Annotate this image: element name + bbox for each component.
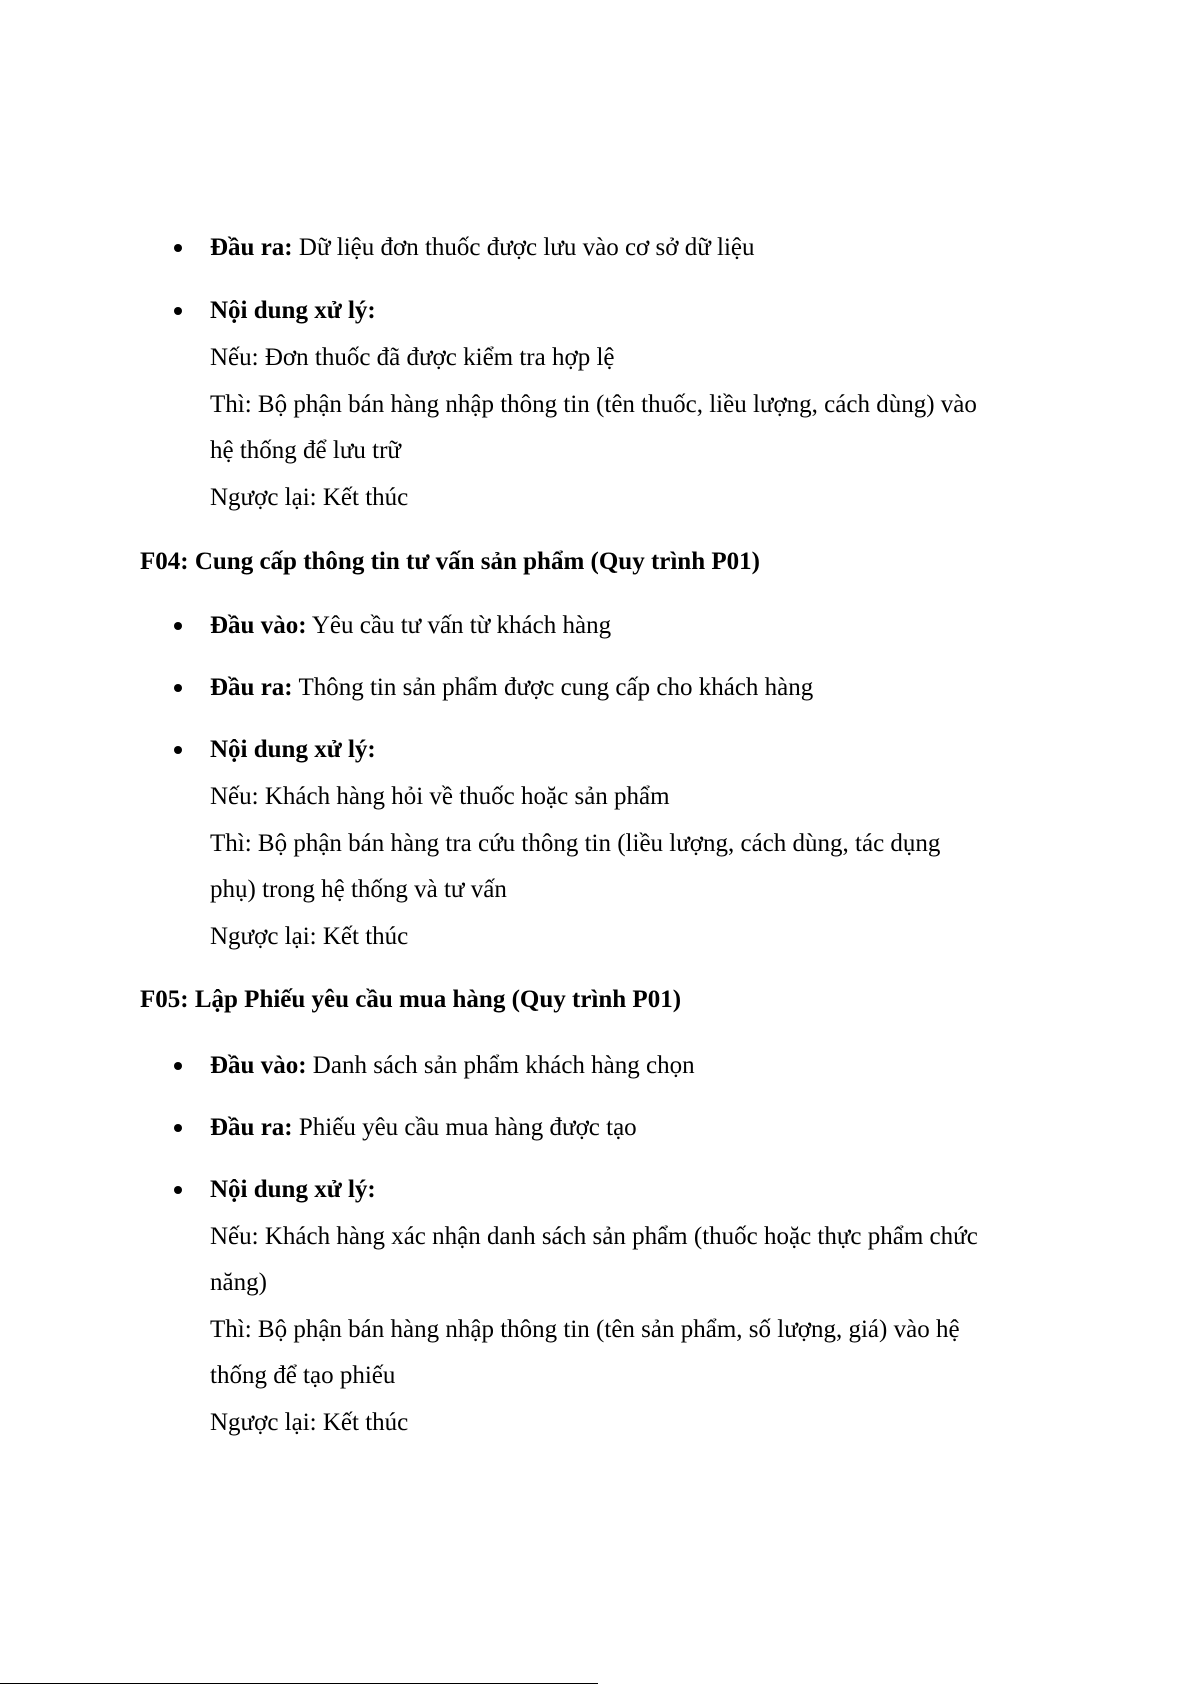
bullet-icon	[174, 307, 182, 315]
processing-label: Nội dung xử lý:	[210, 297, 376, 324]
bullet-icon	[174, 1124, 182, 1132]
processing-then-line-1: Thì: Bộ phận bán hàng nhập thông tin (tên thuốc, liều lượng, cách dùng) vào	[210, 391, 977, 418]
footnote-divider	[0, 1683, 598, 1684]
f04-processing-label: Nội dung xử lý:	[210, 736, 376, 763]
f04-output-text: Thông tin sản phẩm được cung cấp cho khách hàng	[292, 674, 814, 701]
output-item	[210, 233, 755, 263]
f04-input-label: Đầu vào:	[210, 612, 307, 639]
output-text: Dữ liệu đơn thuốc được lưu vào cơ sở dữ liệu	[292, 234, 755, 261]
f04-processing-if: Nếu: Khách hàng hỏi về thuốc hoặc sản phẩm	[210, 783, 670, 810]
f05-processing-label: Nội dung xử lý:	[210, 1176, 376, 1203]
processing-then-line-2: hệ thống để lưu trữ	[210, 437, 401, 464]
f05-processing-then-line-1: Thì: Bộ phận bán hàng nhập thông tin (tên sản phẩm, số lượng, giá) vào hệ	[210, 1316, 960, 1343]
f05-processing-if-line-1: Nếu: Khách hàng xác nhận danh sách sản phẩm (thuốc hoặc thực phẩm chức	[210, 1223, 978, 1250]
f04-processing-then-line-2: phụ) trong hệ thống và tư vấn	[210, 876, 507, 903]
bullet-icon	[174, 622, 182, 630]
f04-input-text: Yêu cầu tư vấn từ khách hàng	[306, 612, 612, 639]
f05-processing-else: Ngược lại: Kết thúc	[210, 1409, 409, 1436]
f05-output-item	[210, 1113, 637, 1143]
f04-heading: F04: Cung cấp thông tin tư vấn sản phẩm (Quy trình P01)	[140, 548, 760, 575]
bullet-icon	[174, 244, 182, 252]
f05-input-label: Đầu vào:	[210, 1052, 307, 1079]
bullet-icon	[174, 746, 182, 754]
f05-processing-if-line-2: năng)	[210, 1269, 267, 1296]
f04-output-item	[210, 673, 813, 703]
f05-output-label: Đầu ra:	[210, 1114, 293, 1141]
bullet-icon	[174, 1062, 182, 1070]
output-label: Đầu ra:	[210, 234, 293, 261]
f04-processing-then-line-1: Thì: Bộ phận bán hàng tra cứu thông tin (liều lượng, cách dùng, tác dụng	[210, 830, 941, 857]
bullet-icon	[174, 1186, 182, 1194]
bullet-icon	[174, 684, 182, 692]
f04-input-item	[210, 611, 611, 641]
f04-output-label: Đầu ra:	[210, 674, 293, 701]
processing-if: Nếu: Đơn thuốc đã được kiểm tra hợp lệ	[210, 344, 615, 371]
f05-output-text: Phiếu yêu cầu mua hàng được tạo	[292, 1114, 637, 1141]
f04-processing-else: Ngược lại: Kết thúc	[210, 923, 409, 950]
f05-heading: F05: Lập Phiếu yêu cầu mua hàng (Quy trình P01)	[140, 986, 682, 1013]
f05-input-item	[210, 1051, 695, 1081]
f05-processing-then-line-2: thống để tạo phiếu	[210, 1362, 396, 1389]
processing-else: Ngược lại: Kết thúc	[210, 484, 409, 511]
f05-input-text: Danh sách sản phẩm khách hàng chọn	[306, 1052, 695, 1079]
